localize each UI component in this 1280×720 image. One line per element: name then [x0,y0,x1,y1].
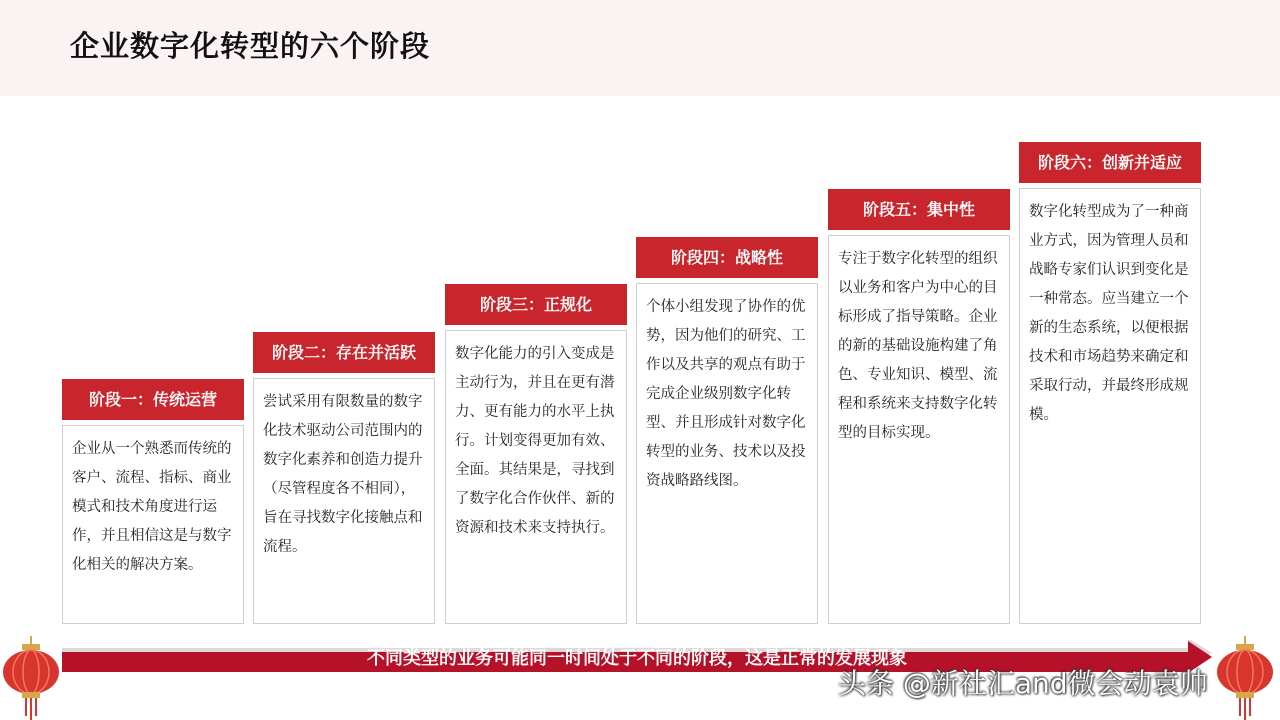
stage-4-description: 个体小组发现了协作的优势，因为他们的研究、工作以及共享的观点有助于完成企业级别数字化转型、并且形成针对数字化转型的业务、技术以及投资战略路线图。 [636,283,818,624]
stage-3-description: 数字化能力的引入变成是主动行为，并且在更有潜力、更有能力的水平上执行。计划变得更加有效、全面。其结果是，寻找到了数字化合作伙伴、新的资源和技术来支持执行。 [445,330,627,624]
lantern-left-icon [0,636,62,720]
stage-1-label: 阶段一：传统运营 [62,379,244,420]
lantern-right-icon [1214,636,1276,720]
stage-5-label: 阶段五：集中性 [828,189,1010,230]
arrow-caption: 不同类型的业务可能同一时间处于不同的阶段，这是正常的发展现象 [367,648,907,669]
stage-4-label: 阶段四：战略性 [636,237,818,278]
stage-1-description: 企业从一个熟悉而传统的客户、流程、指标、商业模式和技术角度进行运作，并且相信这是与数字化相关的解决方案。 [62,425,244,624]
stage-3-label: 阶段三：正规化 [445,284,627,325]
watermark: 头条 @新社汇and微会动袁帅 [838,667,1208,700]
stage-5-description: 专注于数字化转型的组织以业务和客户为中心的目标形成了指导策略。企业的新的基础设施构建了角色、专业知识、模型、流程和系统来支持数字化转型的目标实现。 [828,235,1010,624]
stage-6-description: 数字化转型成为了一种商业方式，因为管理人员和战略专家们认识到变化是一种常态。应当建立一个新的生态系统，以便根据技术和市场趋势来确定和采取行动，并最终形成规模。 [1019,188,1201,624]
stage-2-description: 尝试采用有限数量的数字化技术驱动公司范围内的数字化素养和创造力提升（尽管程度各不相同），旨在寻找数字化接触点和流程。 [253,378,435,624]
stage-6-label: 阶段六：创新并适应 [1019,142,1201,183]
stage-2-label: 阶段二：存在并活跃 [253,332,435,373]
page-title: 企业数字化转型的六个阶段 [70,29,431,63]
